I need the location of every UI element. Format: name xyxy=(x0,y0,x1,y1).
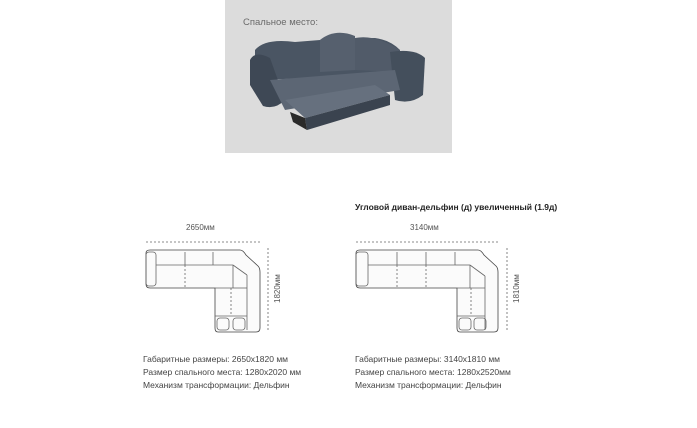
plan1-width-label: 2650мм xyxy=(186,223,215,232)
plan2-sofa-outline xyxy=(356,250,498,332)
plan2-width-label: 3140мм xyxy=(410,223,439,232)
plan2-spec-sleeping: Размер спального места: 1280х2520мм xyxy=(355,367,511,377)
plan1-sofa-outline xyxy=(146,250,260,332)
photo-caption: Спальное место: xyxy=(243,17,318,28)
plan1-spec-sleeping: Размер спального места: 1280х2020 мм xyxy=(143,367,302,377)
plan1-spec-mechanism: Механизм трансформации: Дельфин xyxy=(143,380,290,390)
plan2-spec-overall: Габаритные размеры: 3140х1810 мм xyxy=(355,354,501,364)
plan1-spec-overall: Габаритные размеры: 2650х1820 мм xyxy=(143,354,289,364)
plan2-height-label: 1810мм xyxy=(512,274,521,303)
plan2-spec-mechanism: Механизм трансформации: Дельфин xyxy=(355,380,502,390)
plan2-specs xyxy=(355,353,511,392)
variant-title: Угловой диван-дельфин (д) увеличенный (1.9д) xyxy=(355,202,558,212)
plan1-specs xyxy=(143,353,301,392)
plan1-height-label: 1820мм xyxy=(273,274,282,303)
